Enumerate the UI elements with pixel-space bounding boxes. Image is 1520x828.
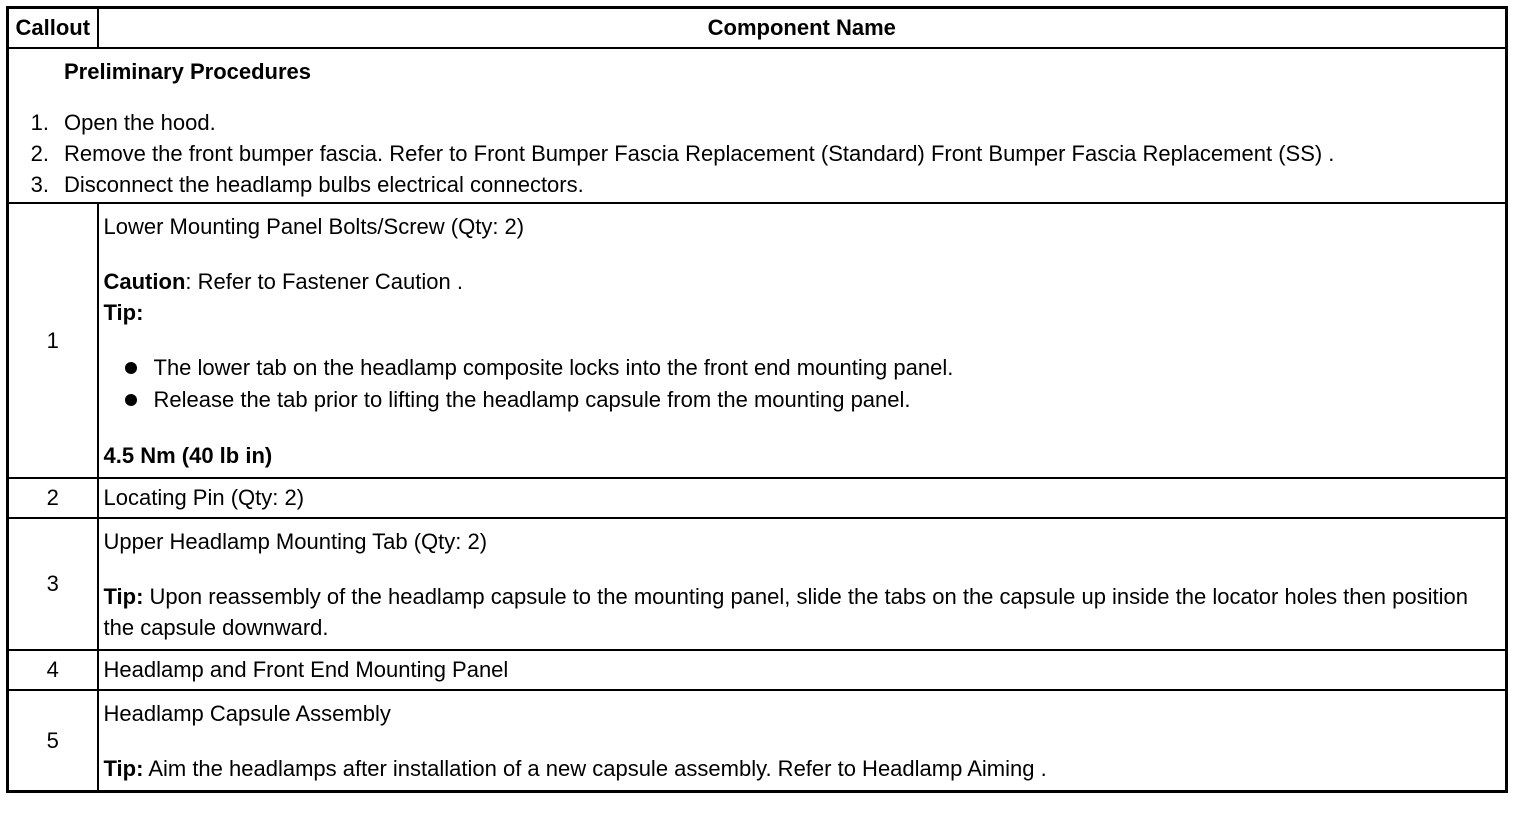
bullet-icon xyxy=(125,394,137,406)
table-row xyxy=(8,690,1507,792)
component-cell xyxy=(98,690,1507,792)
component-name: Locating Pin (Qty: 2) xyxy=(98,478,1507,518)
caution-label: Caution xyxy=(103,269,186,294)
preliminary-step xyxy=(9,169,1505,200)
preliminary-procedures-row xyxy=(8,48,1507,203)
torque-spec: 4.5 Nm (40 lb in) xyxy=(103,443,273,468)
table-row xyxy=(8,518,1507,650)
callout-column-header: Callout xyxy=(8,8,98,49)
callout-number: 2 xyxy=(8,478,98,518)
step-text: Disconnect the headlamp bulbs electrical connectors. xyxy=(64,172,584,197)
caution-note xyxy=(104,266,1501,297)
tip-note xyxy=(104,753,1501,784)
component-name: Headlamp Capsule Assembly xyxy=(103,701,391,726)
table-header-row xyxy=(8,8,1507,49)
component-cell xyxy=(98,518,1507,650)
tip-label: Tip: xyxy=(103,300,144,325)
tip-label: Tip: xyxy=(103,756,144,781)
preliminary-steps-list xyxy=(9,107,1505,200)
component-name: Lower Mounting Panel Bolts/Screw (Qty: 2) xyxy=(103,214,525,239)
tip-bullet-item xyxy=(122,352,1501,384)
callout-number: 1 xyxy=(8,203,98,478)
tip-note xyxy=(104,581,1501,643)
bullet-text: The lower tab on the headlamp composite locks into the front end mounting panel. xyxy=(153,355,954,380)
tip-bullet-item xyxy=(122,384,1501,416)
preliminary-procedures-title: Preliminary Procedures xyxy=(64,59,312,84)
preliminary-step xyxy=(9,107,1505,138)
table-row xyxy=(8,478,1507,518)
component-cell xyxy=(98,203,1507,478)
preliminary-procedures-cell xyxy=(8,48,1507,203)
table-row xyxy=(8,203,1507,478)
step-number: 2. xyxy=(30,141,49,166)
step-text: Open the hood. xyxy=(64,110,216,135)
step-number: 1. xyxy=(30,110,49,135)
callout-number: 4 xyxy=(8,650,98,690)
table-row xyxy=(8,650,1507,690)
procedure-document xyxy=(6,6,1508,793)
component-table xyxy=(6,6,1508,793)
component-name-column-header: Component Name xyxy=(98,8,1507,49)
step-number: 3. xyxy=(30,172,49,197)
tip-text: Aim the headlamps after installation of a new capsule assembly. Refer to Headlamp Aiming . xyxy=(143,756,1047,781)
callout-number: 3 xyxy=(8,518,98,650)
bullet-text: Release the tab prior to lifting the headlamp capsule from the mounting panel. xyxy=(153,387,911,412)
tip-text: Upon reassembly of the headlamp capsule to the mounting panel, slide the tabs on the capsule up inside the locator holes then position the capsule downward. xyxy=(103,584,1468,640)
callout-number: 5 xyxy=(8,690,98,792)
caution-text: : Refer to Fastener Caution . xyxy=(185,269,463,294)
component-name: Upper Headlamp Mounting Tab (Qty: 2) xyxy=(103,529,488,554)
tip-bullet-list xyxy=(104,352,1501,416)
component-name: Headlamp and Front End Mounting Panel xyxy=(98,650,1507,690)
tip-label: Tip: xyxy=(103,584,144,609)
bullet-icon xyxy=(125,362,137,374)
step-text: Remove the front bumper fascia. Refer to Front Bumper Fascia Replacement (Standard) Front Bumper Fascia Replacement (SS) . xyxy=(64,141,1335,166)
preliminary-step xyxy=(9,138,1505,169)
